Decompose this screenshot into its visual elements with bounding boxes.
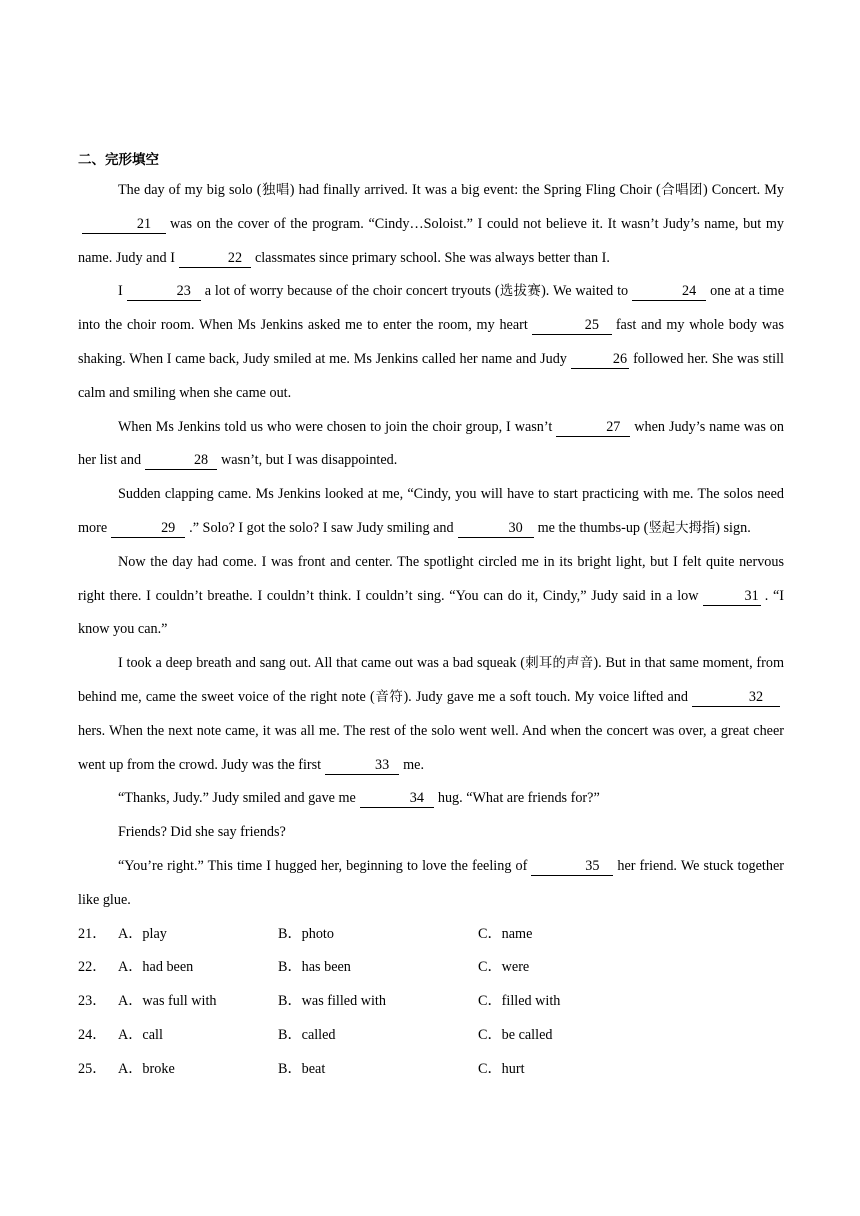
blank-22: 22: [179, 250, 251, 268]
passage-text: “You’re right.” This time I hugged her, beginning to love the feeling of: [118, 857, 528, 874]
option-c: C．name: [478, 925, 533, 942]
cloze-section: [78, 148, 784, 1087]
passage-text: Friends? Did she say friends?: [118, 824, 286, 841]
option-c: C．filled with: [478, 993, 561, 1010]
option-b: B．has been: [278, 959, 351, 976]
passage-text: was on the cover of the program. “Cindy…Soloist.” I could not believe it. It wasn’t Judy’s name, but my name. Judy and I: [78, 215, 784, 266]
passage-text: a lot of worry because of the choir concert tryouts (: [204, 283, 500, 300]
passage-text: “Thanks, Judy.” Judy smiled and gave me: [118, 790, 356, 807]
chinese-gloss: 独唱: [261, 183, 290, 198]
passage-text: her friend. We stuck together like glue.: [78, 857, 784, 908]
passage-text: followed her. She was still calm and smiling when she came out.: [78, 350, 784, 401]
option-b: B．was filled with: [278, 993, 386, 1010]
passage-paragraph: [78, 647, 784, 782]
passage-text: The day of my big solo (: [118, 182, 262, 198]
option-a: A．broke: [118, 1060, 175, 1077]
question-number: 22．: [78, 959, 107, 976]
blank-24: 24: [632, 283, 706, 301]
passage-text: . “I know you can.”: [78, 587, 784, 638]
option-a: A．was full with: [118, 993, 217, 1010]
blank-21: 21: [82, 216, 166, 234]
passage-text: me.: [403, 756, 424, 773]
passage-paragraph: [78, 478, 784, 546]
question-row: [78, 985, 784, 1019]
option-a: A．had been: [118, 959, 194, 976]
question-number: 25．: [78, 1060, 107, 1077]
passage-text: I: [118, 283, 123, 300]
blank-26: 26: [571, 351, 629, 369]
passage-text: wasn’t, but I was disappointed.: [221, 452, 398, 469]
passage-text: ) Concert. My: [702, 182, 785, 198]
blank-30: 30: [458, 520, 534, 538]
blank-29: 29: [111, 520, 185, 538]
passage-paragraph: [78, 816, 784, 850]
option-b: B．called: [278, 1026, 336, 1043]
option-c: C．be called: [478, 1026, 553, 1043]
chinese-gloss: 刺耳的声音: [524, 656, 594, 672]
question-number: 24．: [78, 1026, 107, 1043]
passage-paragraph: [78, 275, 784, 410]
blank-33: 33: [325, 757, 399, 775]
blank-32: 32: [692, 689, 780, 707]
passage-paragraph: [78, 782, 784, 816]
blank-23: 23: [127, 283, 201, 301]
question-row: [78, 1053, 784, 1087]
question-number: 23．: [78, 993, 107, 1010]
passage-text: classmates since primary school. She was always better than I.: [254, 249, 610, 266]
passage-text: me the thumbs-up (: [537, 519, 649, 536]
question-row: [78, 1019, 784, 1053]
passage-text: Now the day had come. I was front and center. The spotlight circled me in its bright light, but I felt quite nervous right there. I couldn’t breathe. I couldn’t think. I couldn’t sing. “You can do it, Cindy,” Judy said in a low: [78, 553, 784, 604]
passage-text: one at a time into the choir room. When Ms Jenkins asked me to enter the room, my heart: [78, 283, 784, 334]
passage: [78, 174, 784, 918]
section-title: 二、完形填空: [78, 152, 159, 168]
passage-text: hug. “What are friends for?”: [437, 790, 600, 807]
option-c: C．were: [478, 959, 530, 976]
question-number: 21．: [78, 925, 107, 942]
passage-text: ). Judy gave me a soft touch. My voice lifted and: [403, 688, 688, 705]
passage-text: fast and my whole body was shaking. When I came back, Judy smiled at me. Ms Jenkins called her name and Judy: [78, 317, 784, 367]
option-b: B．photo: [278, 925, 334, 942]
passage-text: when Judy’s name was on her list and: [78, 418, 784, 469]
passage-paragraph: [78, 174, 784, 275]
chinese-gloss: 合唱团: [660, 183, 703, 198]
blank-25: 25: [532, 317, 612, 335]
chinese-gloss: 选拔赛: [499, 284, 542, 300]
passage-text: I took a deep breath and sang out. All that came out was a bad squeak (: [118, 655, 525, 672]
passage-text: When Ms Jenkins told us who were chosen to join the choir group, I wasn’t: [118, 418, 553, 435]
chinese-gloss: 音符: [374, 689, 404, 705]
passage-text: ) had finally arrived. It was a big event: the Spring Fling Choir (: [289, 182, 661, 198]
blank-31: 31: [703, 588, 761, 606]
blank-28: 28: [145, 452, 217, 470]
option-c: C．hurt: [478, 1060, 525, 1077]
passage-text: .” Solo? I got the solo? I saw Judy smiling and: [189, 519, 454, 536]
question-row: [78, 918, 784, 952]
passage-text: Sudden clapping came. Ms Jenkins looked at me, “Cindy, you will have to start practicing with me. The solos need more: [78, 486, 784, 536]
passage-text: ). We waited to: [541, 283, 629, 300]
passage-paragraph: [78, 546, 784, 647]
passage-text: ). But in that same moment, from behind me, came the sweet voice of the right note (: [78, 655, 785, 705]
option-a: A．play: [118, 925, 167, 942]
options-list: [78, 918, 784, 1087]
chinese-gloss: 竖起大拇指: [648, 520, 716, 536]
option-a: A．call: [118, 1026, 163, 1043]
passage-text: hers. When the next note came, it was all me. The rest of the solo went well. And when the concert was over, a great cheer went up from the crowd. Judy was the first: [78, 722, 784, 773]
passage-paragraph: [78, 850, 784, 918]
passage-text: ) sign.: [715, 519, 751, 536]
blank-27: 27: [556, 419, 630, 437]
question-row: [78, 951, 784, 985]
option-b: B．beat: [278, 1060, 326, 1077]
passage-paragraph: [78, 411, 784, 479]
blank-34: 34: [360, 790, 434, 808]
blank-35: 35: [531, 858, 613, 876]
